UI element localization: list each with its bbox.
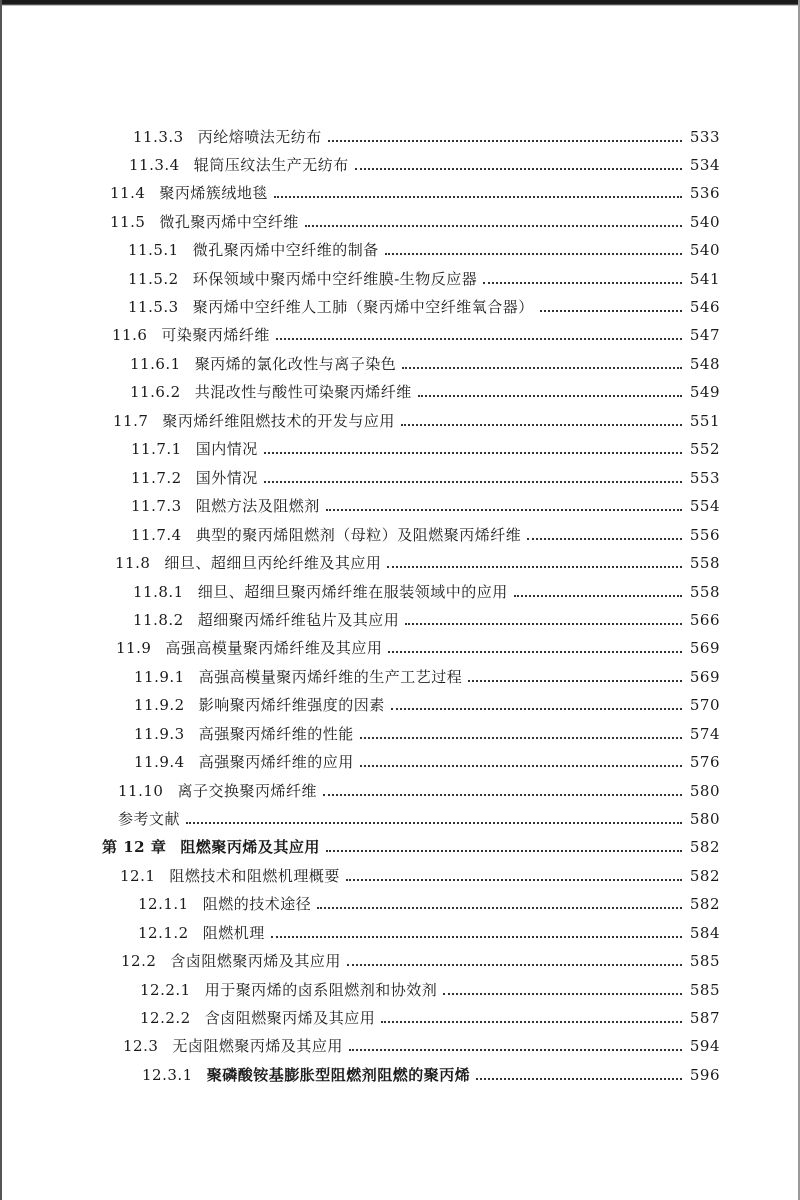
toc-entry-page: 540 [689, 241, 720, 259]
dot-leader [360, 761, 682, 767]
toc-entry [131, 465, 720, 491]
toc-entry-title: 国外情况 [195, 469, 258, 487]
toc-entry-number: 12.1.1 [138, 895, 189, 913]
toc-entry-number: 11.9.3 [134, 725, 185, 743]
toc-entry-page: 582 [689, 895, 720, 913]
toc-entry-page: 569 [689, 639, 720, 657]
dot-leader [418, 391, 682, 397]
toc-entry-number: 11.4 [110, 184, 146, 202]
dot-leader [305, 221, 682, 227]
toc-entry [110, 180, 720, 206]
dot-leader [274, 192, 682, 198]
toc-entry [116, 635, 720, 661]
dot-leader [326, 505, 682, 511]
dot-leader [326, 846, 682, 852]
toc-entry-title: 含卤阻燃聚丙烯及其应用 [170, 952, 341, 970]
dot-leader [349, 1045, 682, 1051]
toc-entry [133, 124, 720, 150]
toc-entry [128, 237, 720, 263]
toc-entry-number: 11.7.4 [131, 526, 182, 544]
toc-entry-number: 12.3.1 [142, 1066, 193, 1084]
toc-entry-title: 共混改性与酸性可染聚丙烯纤维 [194, 383, 412, 401]
toc-entry [134, 664, 720, 690]
toc-entry [118, 778, 720, 804]
toc-entry-title: 聚磷酸铵基膨胀型阻燃剂阻燃的聚丙烯 [206, 1066, 471, 1084]
toc-entry-page: 574 [689, 725, 720, 743]
toc-entry-title: 离子交换聚丙烯纤维 [177, 782, 317, 800]
toc-entry-page: 534 [689, 156, 720, 174]
toc-entry-number: 11.8.1 [133, 583, 184, 601]
toc-entry-title: 辊筒压纹法生产无纺布 [193, 156, 349, 174]
toc-entry-title: 高强高模量聚丙烯纤维及其应用 [165, 639, 383, 657]
dot-leader [540, 306, 682, 312]
toc-entry-number: 11.6.1 [130, 355, 181, 373]
toc-entry-title: 阻燃的技术途径 [202, 895, 312, 913]
dot-leader [347, 960, 682, 966]
toc-entry-page: 570 [689, 696, 720, 714]
dot-leader [387, 562, 682, 568]
toc-entry-page: 587 [689, 1009, 720, 1027]
toc-entry-page: 585 [689, 981, 720, 999]
toc-entry-number: 11.7.1 [131, 440, 182, 458]
toc-entry-page: 554 [689, 497, 720, 515]
dot-leader [468, 676, 682, 682]
toc-entry [131, 436, 720, 462]
toc-entry [121, 948, 720, 974]
toc-entry-page: 584 [689, 924, 720, 942]
toc-entry-page: 580 [689, 810, 720, 828]
dot-leader [360, 733, 682, 739]
toc-entry-page: 536 [689, 184, 720, 202]
toc-entry [134, 721, 720, 747]
dot-leader [483, 278, 682, 284]
toc-entry [140, 977, 720, 1003]
dot-leader [514, 591, 682, 597]
toc-entry-page: 553 [689, 469, 720, 487]
toc-entry-number: 11.9.2 [134, 696, 185, 714]
toc-entry-page: 566 [689, 611, 720, 629]
toc-entry-title: 微孔聚丙烯中空纤维的制备 [192, 241, 379, 259]
toc-entry-title: 高强聚丙烯纤维的应用 [198, 753, 354, 771]
toc-entry-number: 11.5 [110, 213, 146, 231]
toc-entry-number: 12.3 [123, 1037, 159, 1055]
toc-entry-number: 11.5.2 [128, 270, 179, 288]
toc-entry-page: 582 [689, 838, 720, 856]
toc-entry-title: 阻燃方法及阻燃剂 [195, 497, 320, 515]
dot-leader [401, 420, 682, 426]
toc-entry-number: 11.6 [112, 326, 148, 344]
dot-leader [443, 989, 682, 995]
dot-leader [271, 932, 682, 938]
toc-chapter-title: 阻燃聚丙烯及其应用 [180, 838, 320, 856]
toc-entry-title: 典型的聚丙烯阻燃剂（母粒）及阻燃聚丙烯纤维 [195, 526, 522, 544]
toc-entry-title: 超细聚丙烯纤维毡片及其应用 [197, 611, 400, 629]
toc-entry-number: 12.2.1 [140, 981, 191, 999]
toc-entry-title: 高强聚丙烯纤维的性能 [198, 725, 354, 743]
toc-chapter-number: 第 12 章 [102, 838, 167, 856]
toc-entry-title: 用于聚丙烯的卤系阻燃剂和协效剂 [204, 981, 438, 999]
top-border-rule [0, 0, 800, 6]
toc-entry-page: 576 [689, 753, 720, 771]
dot-leader [385, 249, 682, 255]
left-page-edge [0, 0, 2, 1200]
toc-entry [112, 322, 720, 348]
dot-leader [323, 790, 682, 796]
toc-entry-number: 11.7.3 [131, 497, 182, 515]
dot-leader [317, 903, 682, 909]
toc-entry-title: 无卤阻燃聚丙烯及其应用 [172, 1037, 343, 1055]
toc-entry-title: 聚丙烯的氯化改性与离子染色 [194, 355, 397, 373]
toc-entry-title: 国内情况 [195, 440, 258, 458]
toc-entry-title: 聚丙烯簇绒地毯 [159, 184, 268, 202]
toc-entry-number: 11.7.2 [131, 469, 182, 487]
dot-leader [388, 647, 682, 653]
toc-entry [110, 209, 720, 235]
toc-entry-number: 11.8.2 [133, 611, 184, 629]
toc-entry [133, 579, 720, 605]
toc-entry-title: 阻燃技术和阻燃机理概要 [169, 867, 340, 885]
toc-entry-number: 12.2 [121, 952, 157, 970]
toc-entry-page: 540 [689, 213, 720, 231]
toc-entry [115, 550, 720, 576]
toc-entry-number: 11.9 [116, 639, 152, 657]
toc-chapter-entry [102, 834, 720, 860]
toc-entry-title: 丙纶熔喷法无纺布 [197, 128, 322, 146]
toc-entry-page: 547 [689, 326, 720, 344]
toc-entry [128, 266, 720, 292]
dot-leader [328, 136, 682, 142]
toc-entry-page: 594 [689, 1037, 720, 1055]
toc-entry [113, 408, 720, 434]
toc-entry-number: 11.3.3 [133, 128, 184, 146]
toc-entry-page: 558 [689, 583, 720, 601]
toc-entry [134, 749, 720, 775]
toc-entry-page: 533 [689, 128, 720, 146]
toc-entry-page: 556 [689, 526, 720, 544]
toc-entry [123, 1033, 720, 1059]
dot-leader [186, 818, 682, 824]
dot-leader [527, 534, 682, 540]
toc-entry-number: 12.2.2 [140, 1009, 191, 1027]
toc-entry-number: 11.9.4 [134, 753, 185, 771]
dot-leader [391, 704, 682, 710]
toc-entry-number: 11.3.4 [129, 156, 180, 174]
dot-leader [355, 164, 682, 170]
dot-leader [476, 1074, 682, 1080]
dot-leader [381, 1017, 682, 1023]
toc-entry [138, 920, 720, 946]
dot-leader [346, 875, 682, 881]
toc-entry-title: 细旦、超细旦聚丙烯纤维在服装领域中的应用 [197, 583, 508, 601]
dot-leader [276, 334, 682, 340]
toc-entry-page: 546 [689, 298, 720, 316]
toc-entry [131, 493, 720, 519]
toc-entry-page: 585 [689, 952, 720, 970]
toc-entry-number: 11.5.3 [128, 298, 179, 316]
toc-entry-title: 参考文献 [118, 810, 181, 828]
toc-entry-number: 11.7 [113, 412, 149, 430]
toc-entry-title: 细旦、超细旦丙纶纤维及其应用 [164, 554, 382, 572]
dot-leader [264, 448, 682, 454]
toc-entry-number: 12.1.2 [138, 924, 189, 942]
toc-entry [131, 522, 720, 548]
dot-leader [264, 477, 682, 483]
toc-entry [118, 806, 720, 832]
toc-entry [129, 152, 720, 178]
toc-entry [140, 1005, 720, 1031]
toc-entry [133, 607, 720, 633]
toc-entry-number: 11.8 [115, 554, 151, 572]
toc-entry-number: 11.9.1 [134, 668, 185, 686]
toc-entry-page: 549 [689, 383, 720, 401]
toc-entry-title: 聚丙烯中空纤维人工肺（聚丙烯中空纤维氧合器） [192, 298, 534, 316]
toc-entry-page: 580 [689, 782, 720, 800]
toc-entry [130, 351, 720, 377]
toc-entry-page: 569 [689, 668, 720, 686]
toc-entry-page: 552 [689, 440, 720, 458]
toc-entry [138, 891, 720, 917]
dot-leader [402, 363, 682, 369]
toc-entry-title: 环保领域中聚丙烯中空纤维膜-生物反应器 [192, 270, 478, 288]
toc-entry-page: 548 [689, 355, 720, 373]
toc-entry-page: 596 [689, 1066, 720, 1084]
toc-entry-page: 582 [689, 867, 720, 885]
toc-entry-number: 11.6.2 [130, 383, 181, 401]
toc-entry-page: 541 [689, 270, 720, 288]
toc-entry-number: 11.10 [118, 782, 164, 800]
toc-entry [134, 692, 720, 718]
toc-entry [128, 294, 720, 320]
toc-entry-number: 12.1 [120, 867, 156, 885]
toc-entry-title: 含卤阻燃聚丙烯及其应用 [204, 1009, 376, 1027]
toc-entry-title: 聚丙烯纤维阻燃技术的开发与应用 [162, 412, 395, 430]
toc-entry-number: 11.5.1 [128, 241, 179, 259]
toc-entry-title: 高强高模量聚丙烯纤维的生产工艺过程 [198, 668, 463, 686]
dot-leader [405, 619, 682, 625]
toc-entry-page: 558 [689, 554, 720, 572]
toc-entry-title: 阻燃机理 [202, 924, 265, 942]
toc-entry-title: 影响聚丙烯纤维强度的因素 [198, 696, 385, 714]
toc-entry [130, 379, 720, 405]
toc-entry-title: 微孔聚丙烯中空纤维 [159, 213, 299, 231]
toc-entry [142, 1062, 720, 1088]
toc-entry-title: 可染聚丙烯纤维 [161, 326, 270, 344]
toc-entry [120, 863, 720, 889]
toc-entry-page: 551 [689, 412, 720, 430]
